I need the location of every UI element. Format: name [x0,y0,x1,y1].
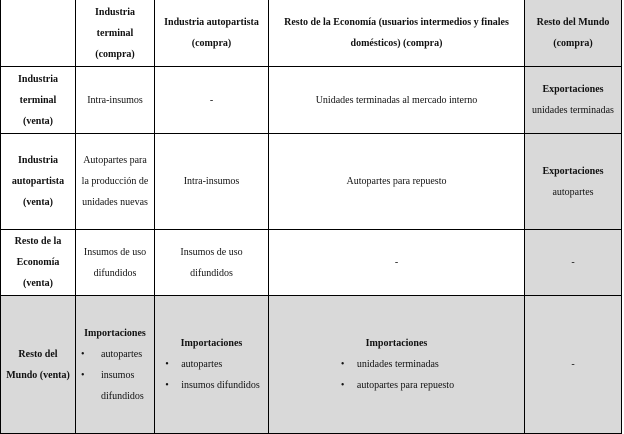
list-item: • insumos difundidos [163,375,260,396]
row-header: Industria terminal (venta) [1,67,76,134]
cell-detail: autopartes [552,186,594,198]
bullet-list [79,344,151,407]
cell: Insumos de uso difundidos [76,230,155,296]
list-item: • insumos difundidos [79,365,151,407]
cell: Insumos de uso difundidos [155,230,269,296]
cell-title: Importaciones [365,338,428,349]
bullet-list [163,354,260,396]
cell: - [269,230,525,296]
cell-title: Importaciones [180,338,243,349]
corner-cell [1,0,76,67]
cell: - [525,230,622,296]
col-header-resto-mundo: Resto del Mundo (compra) [525,0,622,67]
list-item: • unidades terminadas [339,354,454,375]
col-header-autopartista: Industria autopartista (compra) [155,0,269,67]
cell: Intra-insumos [155,134,269,230]
cell: - [525,296,622,434]
list-item: • autopartes [163,354,260,375]
table-row [1,67,622,134]
col-header-resto-economia: Resto de la Economía (usuarios intermedios y finales domésticos) (compra) [269,0,525,67]
cell-title: Exportaciones [542,84,604,95]
table-row [1,134,622,230]
row-header: Resto del Mundo (venta) [1,296,76,434]
cell [155,296,269,434]
cell [269,296,525,434]
cell [76,296,155,434]
cell-title: Exportaciones [542,165,604,177]
list-item: • autopartes [79,344,151,365]
row-header: Resto de la Economía (venta) [1,230,76,296]
cell [525,134,622,230]
list-item: • autopartes para repuesto [339,375,454,396]
table-row [1,296,622,434]
cell: Intra-insumos [76,67,155,134]
cell-title: Importaciones [84,327,146,339]
cell-detail: unidades terminadas [532,105,614,116]
cell: Autopartes para repuesto [269,134,525,230]
row-header: Industria autopartista (venta) [1,134,76,230]
cell: - [155,67,269,134]
table-row [1,230,622,296]
cell: Unidades terminadas al mercado interno [269,67,525,134]
cell: Autopartes para la producción de unidades nuevas [76,134,155,230]
bullet-list [339,354,454,396]
col-header-terminal: Industria terminal (compra) [76,0,155,67]
cell [525,67,622,134]
header-row [1,0,622,67]
